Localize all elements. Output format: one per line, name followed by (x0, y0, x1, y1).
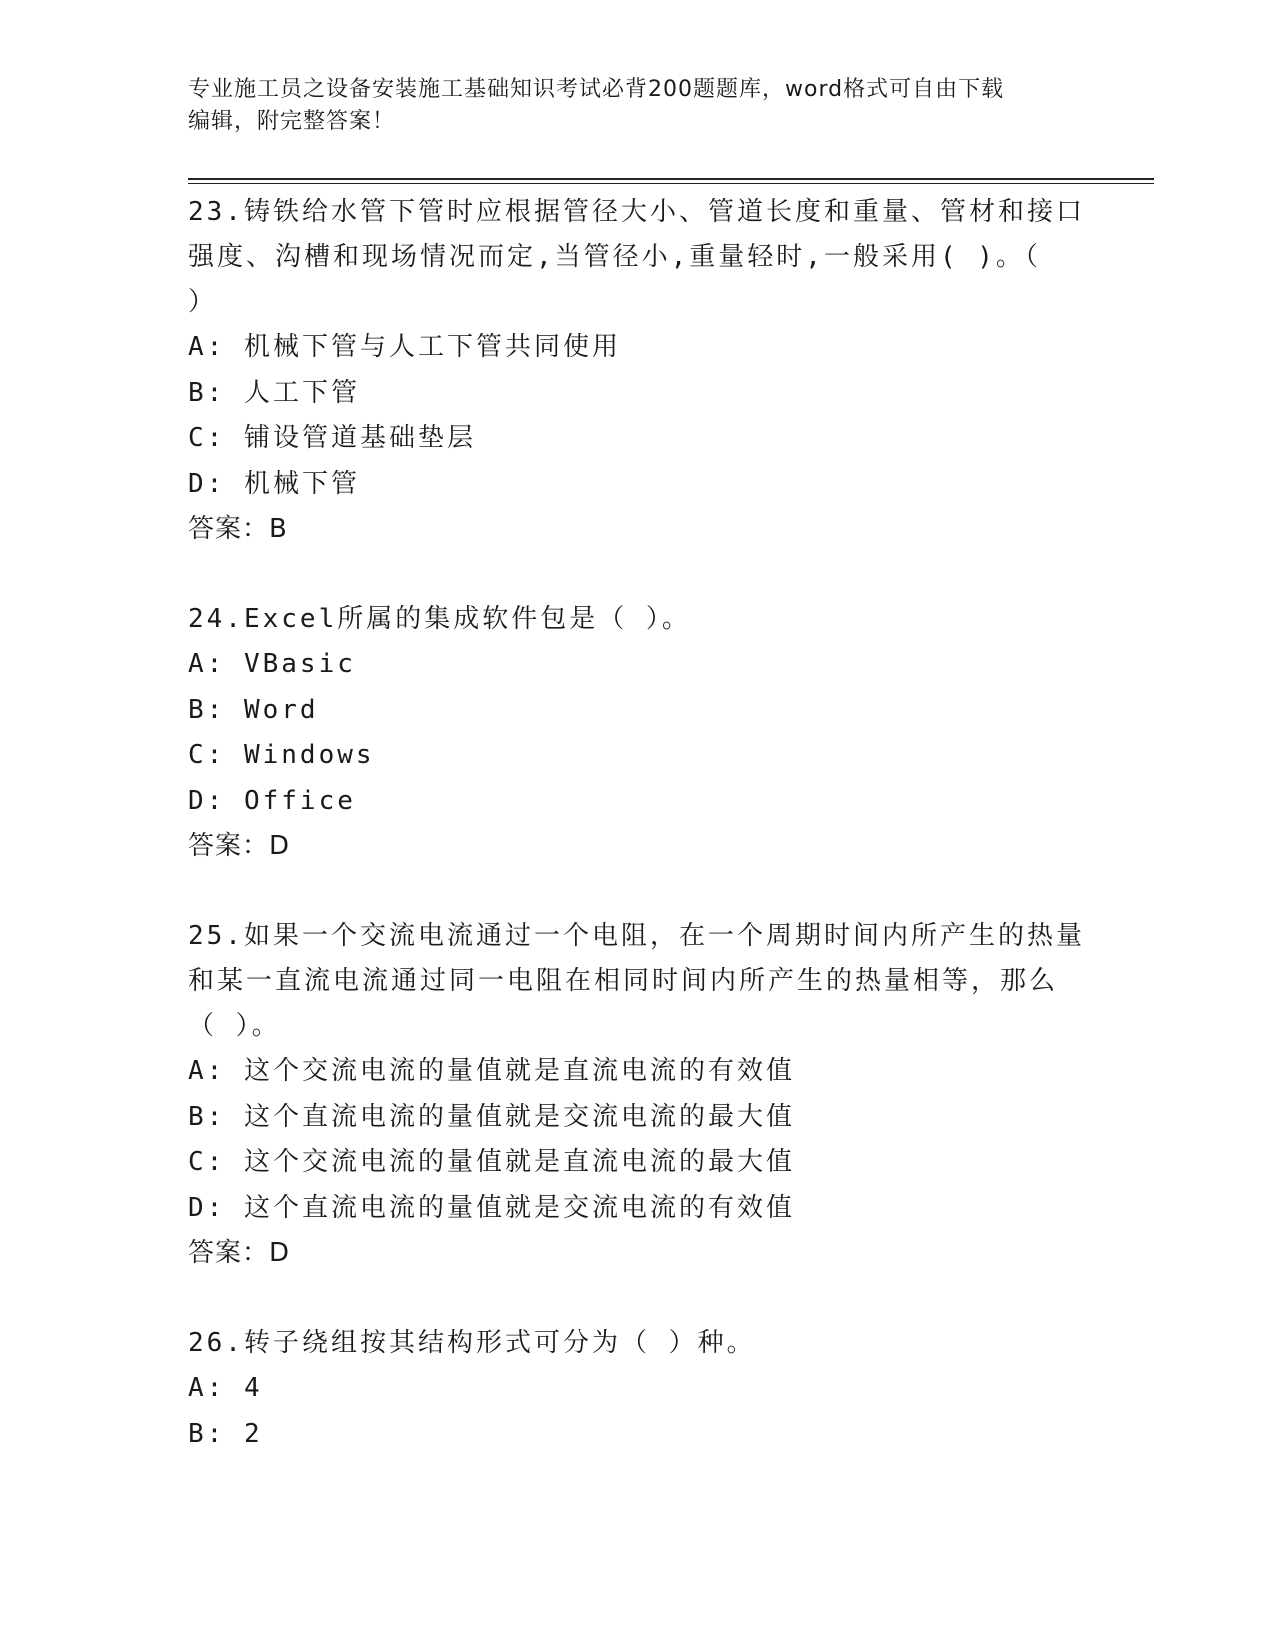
header-line-2: 编辑，附完整答案！ (188, 109, 396, 134)
option-key: C: (188, 1147, 226, 1177)
option-text: 机械下管 (243, 468, 360, 499)
option-b (188, 1095, 1088, 1141)
option-b (188, 1412, 1088, 1458)
option-text: VBasic (243, 649, 356, 679)
option-key: B: (188, 694, 226, 725)
option-d (188, 462, 1088, 508)
question-stem-line: ） (188, 287, 218, 317)
option-text: 铺设管道基础垫层 (243, 423, 476, 453)
option-key: A: (188, 1056, 226, 1086)
question-26 (188, 1321, 1088, 1457)
option-text: 4 (243, 1373, 263, 1403)
question-stem-line: 强度、沟槽和现场情况而定,当管径小,重量轻时,一般采用( )。（ (188, 242, 1041, 272)
question-stem-line: 23.铸铁给水管下管时应根据管径大小、管道长度和重量、管材和接口 (188, 197, 1085, 227)
question-stem-line: 25.如果一个交流电流通过一个电阻，在一个周期时间内所产生的热量 (188, 921, 1085, 951)
question-spacer (188, 869, 1088, 914)
header-divider-thin (188, 183, 1154, 184)
option-key: B: (188, 1418, 226, 1449)
question-stem-line: 26.转子绕组按其结构形式可分为（ ）种。 (188, 1328, 756, 1358)
question-spacer (188, 1276, 1088, 1321)
option-text: 机械下管与人工下管共同使用 (243, 332, 621, 362)
option-key: D: (188, 468, 226, 499)
question-23 (188, 190, 1088, 552)
header-divider-thick (188, 178, 1154, 180)
option-text: 这个直流电流的量值就是交流电流的有效值 (243, 1192, 795, 1223)
option-key: B: (188, 377, 226, 408)
option-key: A: (188, 1373, 226, 1403)
option-d (188, 779, 1088, 825)
option-text: 这个直流电流的量值就是交流电流的最大值 (243, 1101, 795, 1132)
answer-line: 答案：B (188, 514, 288, 544)
option-text: 这个交流电流的量值就是直流电流的有效值 (243, 1056, 795, 1086)
question-stem-line: 和某一直流电流通过同一电阻在相同时间内所产生的热量相等，那么 (188, 966, 1059, 996)
question-stem-line: （ ）。 (188, 1011, 281, 1041)
option-text: 人工下管 (243, 377, 360, 408)
option-key: C: (188, 423, 226, 453)
option-key: B: (188, 1101, 226, 1132)
option-key: D: (188, 1192, 226, 1223)
option-text: Windows (243, 740, 375, 770)
option-text: 这个交流电流的量值就是直流电流的最大值 (243, 1147, 795, 1177)
option-key: C: (188, 740, 226, 770)
option-key: A: (188, 649, 226, 679)
document-header (188, 74, 1088, 138)
option-text: Word (243, 694, 319, 725)
option-a (188, 642, 1088, 688)
option-a (188, 1049, 1088, 1095)
option-key: D: (188, 785, 226, 816)
option-a (188, 1366, 1088, 1412)
option-text: 2 (243, 1418, 263, 1449)
question-stem-line: 24.Excel所属的集成软件包是（ ）。 (188, 604, 691, 634)
option-c (188, 416, 1088, 462)
question-25 (188, 914, 1088, 1276)
question-spacer (188, 552, 1088, 597)
answer-line: 答案：D (188, 831, 291, 861)
option-b (188, 688, 1088, 734)
option-text: Office (243, 785, 356, 816)
option-c (188, 1140, 1088, 1186)
option-d (188, 1186, 1088, 1232)
option-key: A: (188, 332, 226, 362)
header-line-1: 专业施工员之设备安装施工基础知识考试必背200题题库，word格式可自由下载 (188, 77, 1005, 102)
option-b (188, 371, 1088, 417)
question-list (188, 190, 1088, 1457)
option-a (188, 325, 1088, 371)
answer-line: 答案：D (188, 1238, 291, 1268)
question-24 (188, 597, 1088, 869)
option-c (188, 733, 1088, 779)
